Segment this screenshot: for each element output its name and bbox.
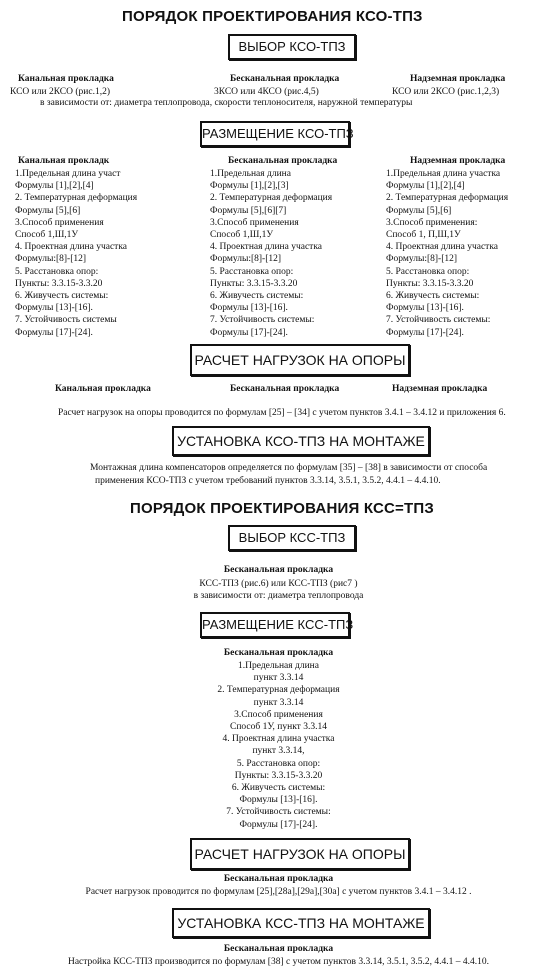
- s1-placement-col2-head: Бесканальная прокладка: [228, 156, 338, 166]
- s1-choice-depends: в зависимости от: диаметра теплопровода, скорости теплоносителя, наружной температуры: [40, 98, 413, 108]
- list-item: 7. Устойчивость системы:: [226, 807, 331, 818]
- list-item: 7. Устойчивость системы: [15, 315, 117, 326]
- list-item: Пункты: 3.3.15-3.3.20: [234, 770, 323, 781]
- s2-choice-depends: в зависимости от: диаметра теплопровода: [193, 591, 364, 601]
- s2-loads-text: Расчет нагрузок проводится по формулам [25],[28а],[29а],[30а] с учетом пунктов 3.4.1 – 3.4.12 .: [85, 887, 472, 897]
- s1-loads-text: Расчет нагрузок на опоры проводится по формулам [25] – [34] с учетом пунктов 3.4.1 – 3.4.12 и приложения 6.: [58, 408, 506, 418]
- list-item: 7. Устойчивость системы:: [210, 315, 315, 326]
- section2-title: ПОРЯДОК ПРОЕКТИРОВАНИЯ КСС=ТПЗ: [130, 500, 434, 517]
- list-item: 5. Расстановка опор:: [386, 266, 470, 277]
- list-item: 5. Расстановка опор:: [15, 266, 99, 277]
- list-item: Пункты: 3.3.15-3.3.20: [210, 278, 298, 289]
- list-item: 6. Живучесть системы:: [386, 291, 480, 302]
- list-item: Формулы [17]-[24].: [15, 327, 93, 338]
- s2-install-text: Настройка КСС-ТПЗ производится по формулам [38] с учетом пунктов 3.3.14, 3.5.1, 3.5.2, 4.4.1 – 4.4.10.: [67, 957, 489, 967]
- list-item: 3.Способ применения: [15, 217, 104, 228]
- list-item: 2. Температурная деформация: [15, 193, 138, 204]
- s2-choice-text: КСС-ТПЗ (рис.6) или КСС-ТПЗ (рис7 ): [199, 579, 358, 589]
- list-item: 3.Способ применения:: [386, 217, 478, 228]
- section1-choice-box: ВЫБОР КСО-ТПЗ: [228, 34, 356, 60]
- list-item: 4. Проектная длина участка: [210, 242, 323, 253]
- list-item: 4. Проектная длина участка: [386, 242, 499, 253]
- list-item: 2. Температурная деформация: [210, 193, 333, 204]
- list-item: Пункты: 3.3.15-3.3.20: [15, 278, 103, 289]
- s1-placement-col1: [15, 168, 137, 339]
- list-item: Формулы [1],[2],[4]: [15, 181, 94, 192]
- section2-choice-box: ВЫБОР КСС-ТПЗ: [228, 525, 356, 551]
- list-item: Формулы [1],[2],[4]: [386, 181, 465, 192]
- list-item: пункт 3.3.14: [253, 673, 304, 684]
- list-item: Формулы:[8]-[12]: [15, 254, 87, 265]
- list-item: Формулы [17]-[24].: [239, 819, 318, 830]
- s1-choice-col1-text: КСО или 2КСО (рис.1,2): [10, 87, 111, 97]
- list-item: 6. Живучесть системы:: [15, 291, 109, 302]
- list-item: 1.Предельная длина участка: [386, 169, 501, 179]
- list-item: пункт 3.3.14,: [252, 746, 305, 757]
- list-item: 3.Способ применения: [210, 217, 299, 228]
- s1-choice-col3-head: Надземная прокладка: [410, 74, 506, 84]
- list-item: Формулы:[8]-[12]: [210, 254, 282, 265]
- list-item: Формулы [17]-[24].: [210, 327, 288, 338]
- list-item: 5. Расстановка опор:: [236, 758, 321, 769]
- list-item: Формулы [13]-[16].: [210, 303, 288, 314]
- s1-placement-col3: [386, 168, 508, 339]
- s1-choice-col1-head: Канальная прокладка: [18, 74, 114, 84]
- list-item: Способ 1,Ш,1У: [210, 230, 274, 241]
- section2-placement-box: РАЗМЕЩЕНИЕ КСС-ТПЗ: [200, 612, 350, 638]
- list-item: 1.Предельная длина участ: [15, 169, 121, 179]
- s1-choice-col2-text: 3КСО или 4КСО (рис.4,5): [214, 87, 319, 97]
- list-item: 4. Проектная длина участка: [222, 734, 335, 745]
- list-item: 1.Предельная длина: [238, 661, 319, 671]
- list-item: Формулы [13]-[16].: [239, 795, 318, 806]
- s1-placement-col1-head: Канальная прокладк: [18, 156, 110, 166]
- s1-choice-col2-head: Бесканальная прокладка: [230, 74, 340, 84]
- s2-loads-head: Бесканальная прокладка: [223, 874, 334, 884]
- section1-placement-box: РАЗМЕЩЕНИЕ КСО-ТПЗ: [200, 121, 350, 147]
- list-item: Пункты: 3.3.15-3.3.20: [386, 278, 474, 289]
- list-item: 2. Температурная деформация: [217, 685, 340, 696]
- list-item: Способ 1,Ш,1У: [15, 230, 79, 241]
- s1-loads-col1-head: Канальная прокладка: [55, 384, 151, 394]
- list-item: 1.Предельная длина: [210, 169, 291, 179]
- s1-placement-col3-head: Надземная прокладка: [410, 156, 506, 166]
- section1-title: ПОРЯДОК ПРОЕКТИРОВАНИЯ КСО-ТПЗ: [122, 8, 423, 25]
- list-item: 6. Живучесть системы:: [210, 291, 304, 302]
- s2-placement-list: [0, 660, 557, 831]
- list-item: Формулы [17]-[24].: [386, 327, 464, 338]
- s1-loads-col3-head: Надземная прокладка: [392, 384, 488, 394]
- list-item: Формулы [5],[6]: [386, 205, 452, 216]
- s1-placement-col2: [210, 168, 332, 339]
- list-item: 5. Расстановка опор:: [210, 266, 294, 277]
- s1-install-line1: Монтажная длина компенсаторов определяется по формулам [35] – [38] в зависимости от способа: [90, 463, 488, 473]
- s1-loads-col2-head: Бесканальная прокладка: [230, 384, 340, 394]
- s2-placement-head: Бесканальная прокладка: [223, 648, 334, 658]
- list-item: Способ 1, П,Ш,1У: [386, 230, 461, 241]
- s2-choice-head: Бесканальная прокладка: [223, 565, 334, 575]
- list-item: 6. Живучесть системы:: [231, 783, 326, 794]
- list-item: Способ 1У, пункт 3.3.14: [230, 722, 327, 733]
- list-item: 2. Температурная деформация: [386, 193, 509, 204]
- list-item: 7. Устойчивость системы:: [386, 315, 491, 326]
- section1-install-box: УСТАНОВКА КСО-ТПЗ НА МОНТАЖЕ: [172, 426, 430, 456]
- s1-install-line2: применения КСО-ТПЗ с учетом требований пунктов 3.3.14, 3.5.1, 3.5.2, 4.4.1 – 4.4.10.: [95, 476, 441, 486]
- list-item: Формулы [13]-[16].: [15, 303, 93, 314]
- list-item: Формулы [5],[6]: [15, 205, 81, 216]
- list-item: Формулы [13]-[16].: [386, 303, 464, 314]
- list-item: 3.Способ применения: [234, 709, 323, 720]
- section2-loads-box: РАСЧЕТ НАГРУЗОК НА ОПОРЫ: [190, 838, 410, 870]
- list-item: пункт 3.3.14: [253, 697, 304, 708]
- list-item: Формулы:[8]-[12]: [386, 254, 458, 265]
- list-item: Формулы [5],[6][7]: [210, 205, 287, 216]
- list-item: Формулы [1],[2],[3]: [210, 181, 289, 192]
- section1-loads-box: РАСЧЕТ НАГРУЗОК НА ОПОРЫ: [190, 344, 410, 376]
- s1-choice-col3-text: КСО или 2КСО (рис.1,2,3): [392, 87, 500, 97]
- list-item: 4. Проектная длина участка: [15, 242, 128, 253]
- section2-install-box: УСТАНОВКА КСС-ТПЗ НА МОНТАЖЕ: [172, 908, 430, 938]
- s2-install-head: Бесканальная прокладка: [223, 944, 334, 954]
